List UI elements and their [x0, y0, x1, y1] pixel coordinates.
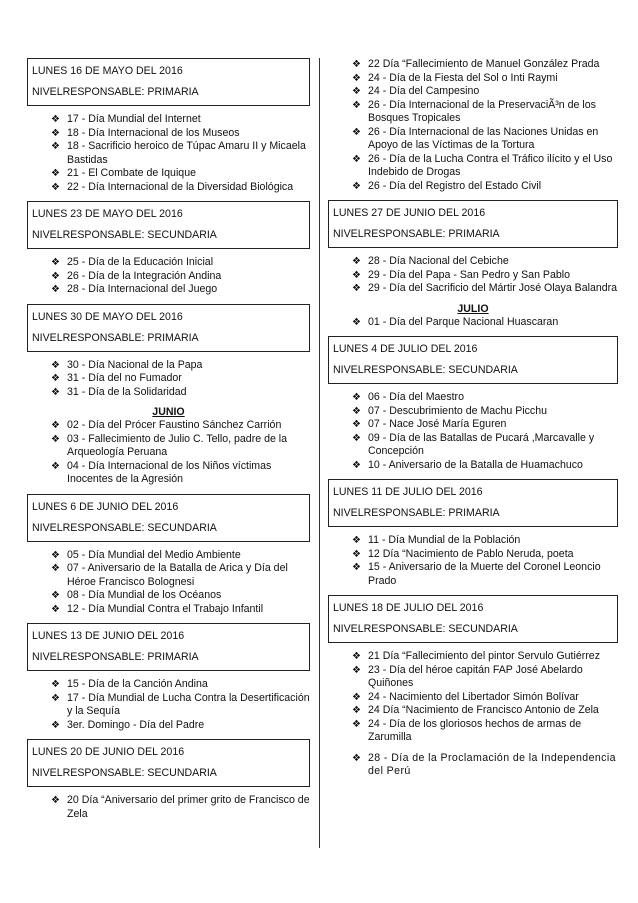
- event-item: [352, 432, 618, 459]
- diamond-bullet-icon: ❖: [352, 405, 361, 417]
- event-text: 24 - Día del Campesino: [368, 85, 480, 97]
- diamond-bullet-icon: ❖: [352, 718, 361, 730]
- responsible-level: NIVELRESPONSABLE: SECUNDARIA: [333, 623, 518, 635]
- schedule-date: LUNES 20 DE JUNIO DEL 2016: [32, 746, 185, 758]
- schedule-date: LUNES 13 DE JUNIO DEL 2016: [32, 630, 185, 642]
- event-item: [352, 704, 618, 718]
- event-text: 22 Día “Fallecimiento de Manuel González Prada: [368, 58, 600, 70]
- responsible-level: NIVELRESPONSABLE: SECUNDARIA: [333, 364, 518, 376]
- event-text: 24 - Día de la Fiesta del Sol o Inti Raymi: [368, 71, 558, 84]
- event-list: [27, 113, 310, 194]
- event-text: 26 - Día del Registro del Estado Civil: [368, 179, 542, 192]
- diamond-bullet-icon: ❖: [352, 283, 361, 294]
- diamond-bullet-icon: ❖: [352, 705, 361, 716]
- event-text: 09 - Día de las Batallas de Pucará ,Marcavalle y Concepción: [368, 431, 595, 457]
- diamond-bullet-icon: ❖: [352, 269, 361, 281]
- event-text: 07 - Nace José María Eguren: [368, 418, 507, 430]
- event-text: 29 - Día del Sacrificio del Mártir José Olaya Balandra: [368, 282, 618, 294]
- schedule-header-box: [27, 58, 310, 106]
- diamond-bullet-icon: ❖: [51, 127, 60, 139]
- event-item: [352, 85, 618, 99]
- event-item: [352, 650, 618, 664]
- schedule-header-box: [27, 304, 310, 352]
- event-item: [352, 664, 618, 691]
- event-item: [352, 153, 618, 180]
- diamond-bullet-icon: ❖: [352, 752, 362, 764]
- diamond-bullet-icon: ❖: [352, 86, 361, 97]
- event-text: 07 - Aniversario de la Batalla de Arica y Día del Héroe Francisco Bolognesi: [67, 562, 288, 588]
- diamond-bullet-icon: ❖: [352, 392, 361, 403]
- diamond-bullet-icon: ❖: [352, 664, 361, 676]
- event-text: 24 Día “Nacimiento de Francisco Antonio de Zela: [368, 704, 599, 716]
- diamond-bullet-icon: ❖: [352, 459, 361, 471]
- schedule-date: LUNES 30 DE MAYO DEL 2016: [32, 310, 183, 323]
- event-item: [352, 418, 618, 432]
- diamond-bullet-icon: ❖: [51, 386, 60, 398]
- month-heading: JULIO: [457, 302, 489, 315]
- month-heading: JUNIO: [152, 406, 185, 418]
- event-text: 18 - Día Internacional de los Museos: [67, 126, 240, 139]
- diamond-bullet-icon: ❖: [51, 603, 60, 615]
- column-divider: [319, 58, 320, 848]
- diamond-bullet-icon: ❖: [51, 433, 60, 445]
- event-text: 26 - Día Internacional de la PreservaciÃ³n de los Bosques Tropicales: [368, 98, 596, 124]
- event-item: [51, 562, 310, 589]
- schedule-header-box: [328, 336, 618, 384]
- event-text: 21 Día “Fallecimiento del pintor Servulo Gutiérrez: [368, 650, 600, 662]
- diamond-bullet-icon: ❖: [51, 114, 60, 125]
- schedule-date: LUNES 27 DE JUNIO DEL 2016: [333, 207, 486, 219]
- event-item: [352, 405, 618, 419]
- diamond-bullet-icon: ❖: [352, 256, 361, 267]
- event-item: [51, 113, 310, 127]
- event-text: 18 - Sacrificio heroico de Túpac Amaru II y Micaela Bastidas: [67, 140, 306, 166]
- schedule-date: LUNES 18 DE JULIO DEL 2016: [333, 602, 484, 614]
- diamond-bullet-icon: ❖: [51, 692, 60, 704]
- event-text: 01 - Día del Parque Nacional Huascaran: [368, 315, 559, 328]
- event-list: [27, 794, 310, 821]
- event-list: [27, 419, 310, 487]
- diamond-bullet-icon: ❖: [352, 562, 361, 573]
- diamond-bullet-icon: ❖: [352, 72, 361, 84]
- event-list: [328, 752, 618, 779]
- event-text: 22 - Día Internacional de la Diversidad Biológica: [67, 180, 294, 193]
- event-item: [51, 433, 310, 460]
- event-item: [51, 270, 310, 284]
- event-text: 24 - Día de los gloriosos hechos de armas de Zarumilla: [368, 717, 582, 743]
- diamond-bullet-icon: ❖: [51, 141, 60, 152]
- event-item: [352, 58, 618, 72]
- event-text: 20 Día “Aniversario del primer grito de Francisco de Zela: [67, 794, 310, 820]
- responsible-level: NIVELRESPONSABLE: PRIMARIA: [333, 228, 500, 240]
- diamond-bullet-icon: ❖: [352, 432, 361, 444]
- event-list: [328, 316, 618, 330]
- event-text: 12 - Día Mundial Contra el Trabajo Infantil: [67, 602, 264, 615]
- schedule-header-box: [27, 739, 310, 787]
- diamond-bullet-icon: ❖: [352, 126, 361, 138]
- event-text: 30 - Día Nacional de la Papa: [67, 358, 203, 371]
- event-text: 10 - Aniversario de la Batalla de Huamachuco: [368, 458, 583, 471]
- event-item: [352, 316, 618, 330]
- diamond-bullet-icon: ❖: [51, 270, 60, 282]
- event-text: 04 - Día Internacional de los Niños víctimas Inocentes de la Agresión: [67, 459, 272, 485]
- diamond-bullet-icon: ❖: [352, 153, 361, 165]
- event-text: 25 - Día de la Educación Inicial: [67, 256, 214, 268]
- event-item: [352, 255, 618, 269]
- event-item: [51, 603, 310, 617]
- event-item: [352, 126, 618, 153]
- event-text: 08 - Día Mundial de los Océanos: [67, 589, 222, 601]
- schedule-date: LUNES 6 DE JUNIO DEL 2016: [32, 500, 179, 513]
- diamond-bullet-icon: ❖: [51, 373, 60, 384]
- event-item: [352, 391, 618, 405]
- diamond-bullet-icon: ❖: [352, 99, 361, 111]
- event-text: 26 - Día Internacional de las Naciones Unidas en Apoyo de las Víctimas de la Tortura: [368, 125, 599, 151]
- event-text: 26 - Día de la Integración Andina: [67, 269, 222, 282]
- event-item: [51, 127, 310, 141]
- event-text: 07 - Descubrimiento de Machu Picchu: [368, 404, 548, 417]
- event-item: [352, 459, 618, 473]
- event-text: 31 - Día del no Fumador: [67, 372, 182, 384]
- event-item: [352, 269, 618, 283]
- schedule-header-box: [27, 623, 310, 671]
- event-list: [328, 58, 618, 193]
- event-text: 03 - Fallecimiento de Julio C. Tello, padre de la Arqueología Peruana: [67, 432, 288, 458]
- diamond-bullet-icon: ❖: [51, 359, 60, 371]
- event-item: [51, 419, 310, 433]
- event-item: [51, 140, 310, 167]
- responsible-level: NIVELRESPONSABLE: PRIMARIA: [333, 507, 500, 519]
- event-item: [51, 181, 310, 195]
- diamond-bullet-icon: ❖: [51, 168, 60, 179]
- diamond-bullet-icon: ❖: [51, 420, 60, 431]
- event-item: [51, 589, 310, 603]
- diamond-bullet-icon: ❖: [51, 460, 60, 472]
- event-item: [51, 794, 310, 821]
- diamond-bullet-icon: ❖: [51, 795, 60, 806]
- event-item: [51, 283, 310, 297]
- event-text: 11 - Día Mundial de la Población: [368, 534, 521, 546]
- event-text: 29 - Día del Papa - San Pedro y San Pablo: [368, 268, 570, 281]
- event-list: [328, 255, 618, 296]
- right-column: [328, 58, 618, 786]
- event-text: 17 - Día Mundial del Internet: [67, 113, 201, 125]
- event-item: [352, 534, 618, 548]
- diamond-bullet-icon: ❖: [51, 719, 60, 731]
- diamond-bullet-icon: ❖: [51, 181, 60, 193]
- diamond-bullet-icon: ❖: [352, 180, 361, 192]
- schedule-date: LUNES 4 DE JULIO DEL 2016: [333, 343, 478, 355]
- event-item: [51, 692, 310, 719]
- responsible-level: NIVELRESPONSABLE: SECUNDARIA: [32, 229, 217, 241]
- diamond-bullet-icon: ❖: [51, 563, 60, 574]
- diamond-bullet-icon: ❖: [352, 419, 361, 430]
- diamond-bullet-icon: ❖: [352, 548, 361, 560]
- event-item: [51, 719, 310, 733]
- event-item: [51, 678, 310, 692]
- event-item: [352, 282, 618, 296]
- schedule-header-box: [328, 595, 618, 643]
- diamond-bullet-icon: ❖: [51, 590, 60, 601]
- diamond-bullet-icon: ❖: [51, 549, 60, 561]
- event-list: [328, 650, 618, 745]
- schedule-header-box: [328, 200, 618, 248]
- event-item: [352, 752, 618, 779]
- event-item: [51, 386, 310, 400]
- event-item: [352, 718, 618, 745]
- event-text: 28 - Día Nacional del Cebiche: [368, 255, 509, 267]
- event-item: [51, 549, 310, 563]
- event-list: [27, 256, 310, 297]
- event-item: [352, 561, 618, 588]
- diamond-bullet-icon: ❖: [352, 651, 361, 662]
- event-item: [352, 180, 618, 194]
- event-text: 15 - Día de la Canción Andina: [67, 678, 208, 690]
- diamond-bullet-icon: ❖: [51, 679, 60, 690]
- event-text: 12 Día “Nacimiento de Pablo Neruda, poeta: [368, 547, 574, 560]
- schedule-date: LUNES 11 DE JULIO DEL 2016: [333, 486, 483, 498]
- schedule-header-box: [27, 494, 310, 542]
- event-list: [328, 391, 618, 472]
- schedule-date: LUNES 23 DE MAYO DEL 2016: [32, 208, 183, 220]
- event-item: [352, 99, 618, 126]
- event-item: [51, 359, 310, 373]
- responsible-level: NIVELRESPONSABLE: SECUNDARIA: [32, 767, 217, 779]
- event-text: 02 - Día del Prócer Faustino Sánchez Carrión: [67, 419, 282, 431]
- event-item: [51, 167, 310, 181]
- event-list: [328, 534, 618, 588]
- event-text: 06 - Día del Maestro: [368, 391, 464, 403]
- event-text: 3er. Domingo - Día del Padre: [67, 718, 205, 731]
- event-item: [51, 372, 310, 386]
- event-list: [27, 678, 310, 732]
- responsible-level: NIVELRESPONSABLE: PRIMARIA: [32, 86, 199, 98]
- event-item: [352, 72, 618, 86]
- event-text: 17 - Día Mundial de Lucha Contra la Desertificación y la Sequía: [67, 691, 310, 717]
- schedule-header-box: [328, 479, 618, 527]
- event-item: [51, 460, 310, 487]
- responsible-level: NIVELRESPONSABLE: PRIMARIA: [32, 651, 199, 663]
- responsible-level: NIVELRESPONSABLE: PRIMARIA: [32, 331, 199, 344]
- event-text: 24 - Nacimiento del Libertador Simón Bolívar: [368, 690, 579, 703]
- diamond-bullet-icon: ❖: [51, 257, 60, 268]
- diamond-bullet-icon: ❖: [352, 316, 361, 328]
- left-column: [27, 58, 310, 828]
- event-text: 15 - Aniversario de la Muerte del Coronel Leoncio Prado: [368, 561, 601, 587]
- event-list: [27, 549, 310, 617]
- event-item: [352, 691, 618, 705]
- event-text: 28 - Día Internacional del Juego: [67, 283, 218, 295]
- event-text: 05 - Día Mundial del Medio Ambiente: [67, 548, 241, 561]
- diamond-bullet-icon: ❖: [352, 59, 361, 70]
- event-text: 28 - Día de la Proclamación de la Independencia del Perú: [368, 751, 616, 777]
- event-text: 21 - El Combate de Iquique: [67, 167, 196, 179]
- schedule-date: LUNES 16 DE MAYO DEL 2016: [32, 65, 183, 77]
- event-item: [352, 548, 618, 562]
- responsible-level: NIVELRESPONSABLE: SECUNDARIA: [32, 521, 217, 534]
- diamond-bullet-icon: ❖: [352, 535, 361, 546]
- diamond-bullet-icon: ❖: [51, 284, 60, 295]
- event-text: 26 - Día de la Lucha Contra el Tráfico ilícito y el Uso Indebido de Drogas: [368, 152, 613, 178]
- diamond-bullet-icon: ❖: [352, 691, 361, 703]
- event-text: 23 - Día del héroe capitán FAP José Abelardo Quiñones: [368, 663, 583, 689]
- event-list: [27, 359, 310, 400]
- schedule-header-box: [27, 201, 310, 249]
- event-text: 31 - Día de la Solidaridad: [67, 385, 187, 398]
- event-item: [51, 256, 310, 270]
